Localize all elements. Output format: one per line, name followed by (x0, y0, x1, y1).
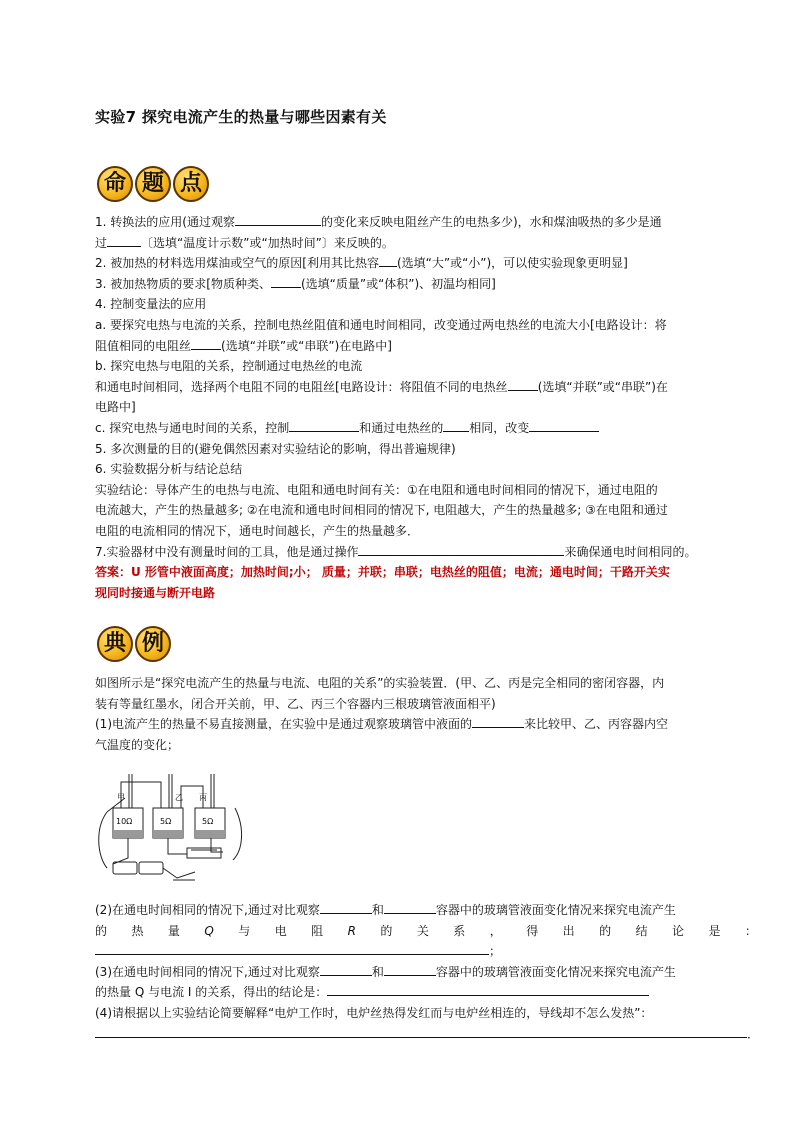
blank-field[interactable] (472, 715, 524, 728)
blank-field[interactable] (327, 983, 649, 996)
blank-field[interactable] (289, 419, 359, 432)
blank-field[interactable] (508, 378, 538, 391)
blank-field[interactable] (95, 942, 489, 955)
badge-char: 题 (135, 166, 171, 202)
resistor-label: 10Ω (116, 817, 133, 826)
container-label: 甲 (117, 793, 125, 802)
blank-field[interactable] (384, 901, 436, 914)
blank-field[interactable] (271, 275, 301, 288)
blank-field[interactable] (384, 963, 436, 976)
blank-field[interactable] (379, 254, 397, 267)
mingtidian-badge (97, 166, 209, 202)
dianli-badge (97, 626, 171, 662)
example-intro: 如图所示是“探究电流产生的热量与电流、电阻的关系”的实验装置．(甲、乙、丙是完全相同的密闭容器，内 装有等量红墨水，闭合开关前，甲、乙、丙三个容器内三根玻璃管液面相平) (1)电流产生的热量不易直接测量，在实验中是通过观察玻璃管中液面的 来比较甲、乙、丙容器内空 气温度的变化； (95, 676, 669, 752)
key-points: 1. 转换法的应用(通过观察 的变化来反映电阻丝产生的电热多少)，水和煤油吸热的多少是通 过 〔选填“温度计示数”或“加热时间”〕来反映的。 2. 被加热的材料选用煤油或空气的原因[利用其比热容 (选填“大”或“小”)，可以使实验现象更明显] 3. 被加热物质的要求[物质种类、 (选填“质量”或“体积”)、初温均相同] 4. 控制变量法的应用 a. 要探究电热与电流的关系，控制电热丝阻值和通电时间相同，改变通过两电热丝的电流大小[电路设计：将 阻值相同的电阻丝 (选填“并联”或“串联”)在电路中] b. 探究电热与电阻的关系，控制通过电热丝的电流 和通电时间相同，选择两个电阻不同的电阻丝[电路设计：将阻值不同的电热丝 (选填“并联”或“串联”)在 电路中] c. 探究电热与通电时间的关系，控制 和通过电热丝的 相同，改变 5. 多次测量的目的(避免偶然因素对实验结论的影响，得出普遍规律) 6. 实验数据分析与结论总结 实验结论：导体产生的电热与电流、电阻和通电时间有关：①在电阻和通电时间相同的情况下，通过电阻的 电流越大，产生的热量越多; ②在电流和通电时间相同的情况下, 电阻越大，产生的热量越多; ③在电阻和通过 电阻的电流相同的情况下，通电时间越长，产生的热量越多． 7.实验器材中没有测量时间的工具，他是通过操作 来确保通电时间相同的。 答案：U 形管中液面高度；加热时间;小； 质量；并联；串联；电热丝的阻值；电流；通电时间；干路开关实 现同时接通与断开电路 (95, 212, 757, 603)
blank-field[interactable] (320, 901, 372, 914)
answer-line: 答案：U 形管中液面高度；加热时间;小； 质量；并联；串联；电热丝的阻值；电流；通电时间；干路开关实 (95, 565, 670, 580)
blank-field[interactable] (235, 213, 321, 226)
blank-field[interactable] (95, 1025, 747, 1038)
resistor-label: 5Ω (160, 817, 172, 826)
badge-char: 点 (173, 166, 209, 202)
container-label: 丙 (199, 793, 207, 802)
blank-field[interactable] (191, 337, 221, 350)
badge-char: 命 (97, 166, 133, 202)
badge-char: 例 (135, 626, 171, 662)
answer-line: 现同时接通与断开电路 (95, 585, 216, 600)
badge-char: 典 (97, 626, 133, 662)
resistor-label: 5Ω (202, 817, 214, 826)
page-title: 实验7 探究电流产生的热量与哪些因素有关 (95, 108, 387, 126)
blank-field[interactable] (358, 543, 564, 556)
blank-field[interactable] (320, 963, 372, 976)
blank-field[interactable] (529, 419, 599, 432)
spaced-line: 的 热 量 Q 与 电 阻 R 的 关 系 ， 得 出 的 结 论 是 ： (95, 923, 757, 938)
blank-field[interactable] (443, 419, 469, 432)
example-questions: (2)在通电时间相同的情况下,通过对比观察 和 容器中的玻璃管液面变化情况来探究电流产生 的 热 量 Q 与 电 阻 R 的 关 系 ， 得 出 的 结 论 是 ： ； (3)在通电时间相同的情况下,通过对比观察 和 容器中的玻璃管液面变化情况来探究电流产生 的热量 Q 与电流 I 的关系，得出的结论是： (4)请根据以上实验结论简要解释“电炉工作时，电炉丝热得发红而与电炉丝相连的，导线却不怎么发热”： ． (95, 903, 760, 1041)
circuit-diagram (95, 768, 245, 896)
blank-field[interactable] (107, 234, 141, 247)
container-label: 乙 (175, 793, 183, 802)
